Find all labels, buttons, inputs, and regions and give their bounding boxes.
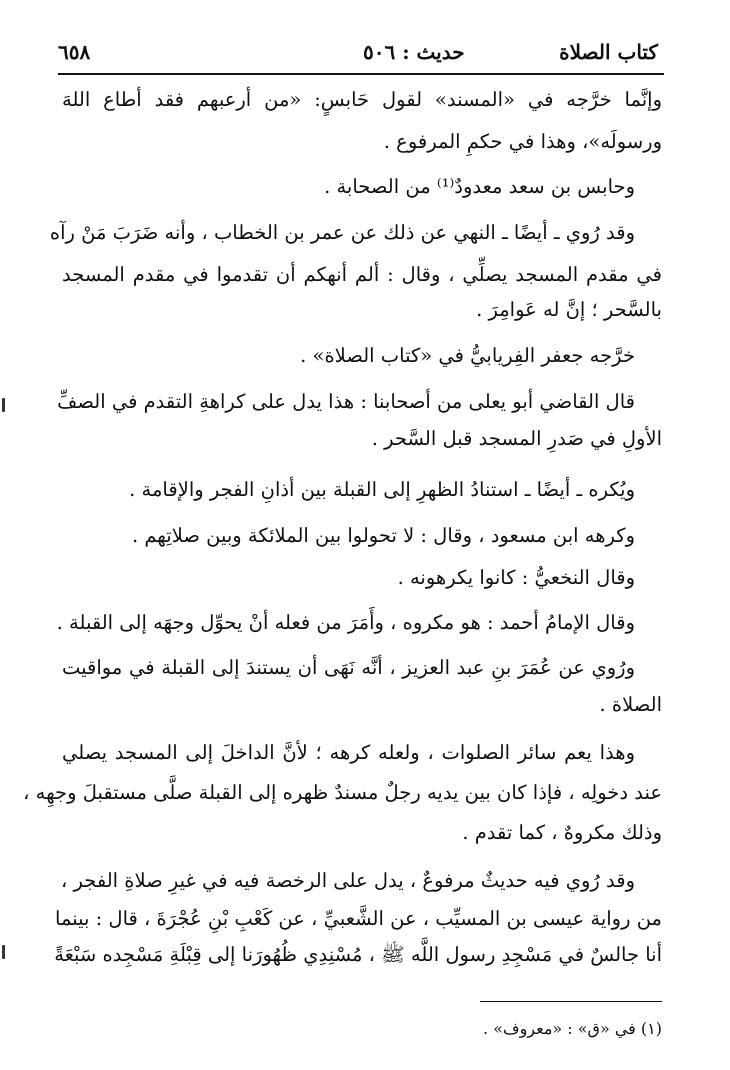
body-line: قال القاضي أبو يعلى من أصحابنا : هذا يدل على كراهةِ التقدم في الصفِّ (57, 390, 635, 413)
body-line: ورسولَه»، وهذا في حكمِ المرفوع . (383, 130, 662, 153)
body-line: أنا جالسٌ في مَسْجِدِ رسول اللَّه ﷺ ، مُسْنِدِي ظُهُورَنا إلى قِبْلَةِ مَسْجِده سَبْعَةً (54, 943, 662, 966)
body-line: ورُوي عن عُمَرَ بنِ عبد العزيز ، أنَّه نَهَى أن يستندَ إلى القبلة في مواقيت (62, 656, 635, 679)
body-line: عند دخولِه ، فإذا كان بين يديه رجلٌ مسندٌ ظهره إلى القبلة صلَّى مستقبلَ وجهِه ، (23, 781, 662, 804)
footnote-rule (480, 1001, 662, 1002)
body-line: في مقدم المسجد يصلِّي ، وقال : ألم أنهكم أن تقدموا في مقدم المسجد (62, 263, 662, 286)
body-line: وذلك مكروهٌ ، كما تقدم . (462, 821, 662, 844)
body-line: الأولِ في صَدرِ المسجد قبل السَّحر . (371, 427, 662, 450)
body-line: الصلاة . (599, 693, 662, 716)
margin-mark (2, 398, 5, 412)
margin-mark (2, 945, 5, 959)
hadith-number: حديث : ٥٠٦ (363, 40, 465, 64)
running-header (58, 40, 658, 70)
body-line: وكرهه ابن مسعود ، وقال : لا تحولوا بين الملائكة وبين صلاتِهم . (131, 524, 635, 547)
book-title: كتاب الصلاة (559, 40, 658, 64)
body-line: وحابس بن سعد معدودٌ⁽¹⁾ من الصحابة . (324, 175, 635, 198)
body-line: بالسَّحر ؛ إنَّ له عَوامِرَ . (476, 298, 662, 321)
footnote: (١) في «ق» : «معروف» . (483, 1019, 662, 1038)
body-line: من رواية عيسى بن المسيِّب ، عن الشَّعبيِّ ، عن كَعْبِ بْنِ عُجْرَةَ ، قال : بينما (55, 907, 662, 930)
body-line: ويُكره ـ أيضًا ـ استنادُ الظهرِ إلى القبلة بين أذانِ الفجر والإقامة . (129, 478, 635, 501)
body-line: وقد رُوي فيه حديثٌ مرفوعٌ ، يدل على الرخصة فيه في غيرِ صلاةِ الفجر ، (61, 869, 635, 892)
body-line: خرَّجه جعفر الفِريابيُّ في «كتاب الصلاة» . (300, 344, 635, 367)
body-line: وقد رُوي ـ أيضًا ـ النهي عن ذلك عن عمر بن الخطاب ، وأنه ضَرَبَ مَنْ رآه (49, 221, 635, 244)
body-line: وقال الإمامُ أحمد : هو مكروه ، وأَمَرَ من فعله أنْ يحوِّل وجهَه إلى القبلة . (56, 611, 635, 634)
body-line: وهذا يعم سائر الصلوات ، ولعله كرهه ؛ لأنَّ الداخلَ إلى المسجد يصلي (62, 741, 635, 764)
header-rule (58, 73, 664, 75)
body-line: وإنَّما خرَّجه في «المسند» لقول حَابسٍ: «من أرعبهم فقد أطاع اللهَ (62, 88, 662, 111)
page-number: ٦٥٨ (58, 40, 91, 64)
body-line: وقال النخعيُّ : كانوا يكرهونه . (397, 566, 635, 589)
